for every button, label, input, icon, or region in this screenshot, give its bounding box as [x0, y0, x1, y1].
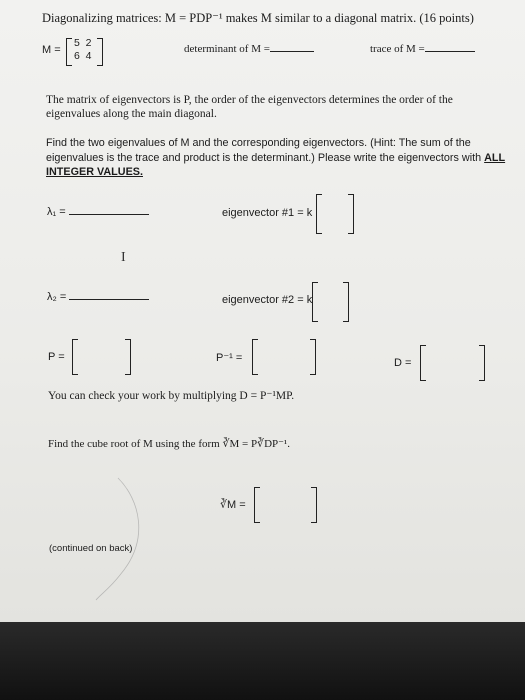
lambda2-label: λ₂ =: [47, 291, 67, 303]
cube-root-label: ∛M =: [220, 499, 246, 511]
p-inverse-label: P⁻¹ =: [216, 352, 243, 364]
matrix-m-row-1: 5 2: [74, 37, 92, 49]
check-instruction: You can check your work by multiplying D = P⁻¹MP.: [48, 390, 295, 402]
photo-dark-background: [0, 622, 525, 700]
determinant-label: determinant of M =: [184, 43, 270, 55]
eigenvector-note: The matrix of eigenvectors is P, the order of the eigenvectors determines the order of the eigenvalues along the main diagonal.: [46, 94, 453, 120]
d-matrix-label: D =: [394, 357, 412, 369]
trace-label: trace of M =: [370, 43, 425, 55]
cube-root-instruction: Find the cube root of M using the form ∛M = P∛DP⁻¹.: [48, 438, 290, 450]
continued-on-back-note: (continued on back): [49, 543, 133, 554]
worksheet-title: Diagonalizing matrices: M = PDP⁻¹ makes M similar to a diagonal matrix. (16 points): [42, 11, 474, 25]
text-cursor-icon: I: [121, 250, 126, 265]
lambda1-label: λ₁ =: [47, 206, 66, 218]
eigenvector2-label: eigenvector #2 = k: [222, 294, 313, 306]
eigen-hint-emphasis: ALL INTEGER VALUES.: [46, 151, 506, 178]
matrix-m-label: M =: [42, 44, 61, 56]
matrix-m-row-2: 6 4: [74, 50, 92, 62]
eigenvector1-label: eigenvector #1 = k: [222, 207, 313, 219]
p-matrix-label: P =: [48, 351, 65, 363]
eigen-hint-text: Find the two eigenvalues of M and the corresponding eigenvectors. (Hint: The sum of the eigenvalues is the trace and product is the determinant.) Please write the eigenvectors with: [46, 137, 482, 164]
